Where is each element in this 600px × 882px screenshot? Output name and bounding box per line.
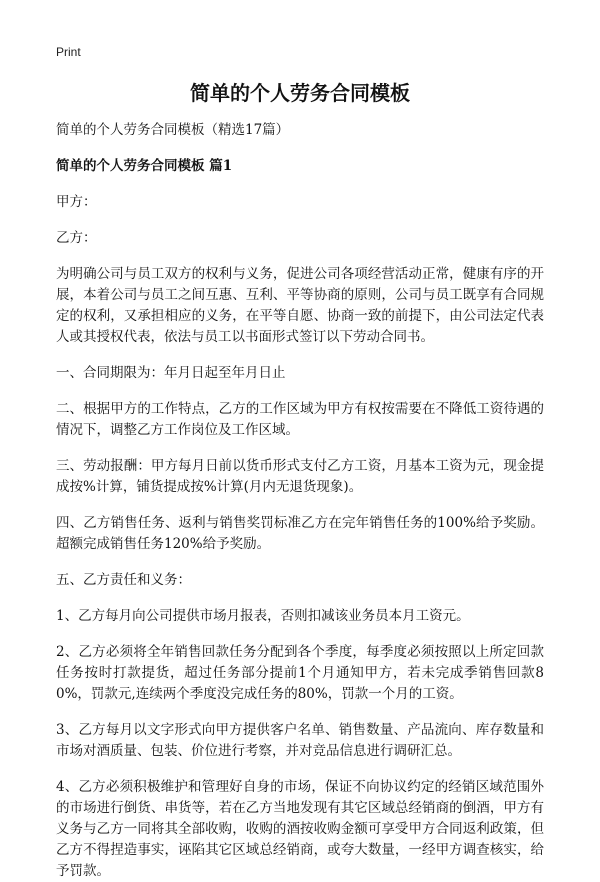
clause-sales-targets: 四、乙方销售任务、返利与销售奖罚标准乙方在完年销售任务的100%给予奖励。超额完成销售任务120%给予奖励。 bbox=[56, 515, 544, 552]
responsibility-item-1: 1、乙方每月向公司提供市场月报表，否则扣减该业务员本月工资元。 bbox=[56, 608, 470, 624]
party-a-line: 甲方： bbox=[56, 194, 97, 210]
responsibility-item-2: 2、乙方必须将全年销售回款任务分配到各个季度，每季度必须按照以上所定回款任务按时打款提货，超过任务部分提前1个月通知甲方，若未完成季销售回款80%，罚款元,连续两个季度没完成任务的80%，罚款一个月的工资。 bbox=[56, 644, 544, 702]
clause-contract-term: 一、合同期限为：年月日起至年月日止 bbox=[56, 365, 286, 381]
preamble-paragraph: 为明确公司与员工双方的权利与义务，促进公司各项经营活动正常，健康有序的开展，本着公司与员工之间互惠、互利、平等协商的原则，公司与员工既享有合同规定的权利，又承担相应的义务，在平等自愿、协商一致的前提下，由公司法定代表人或其授权代表，依法与员工以书面形式签订以下劳动合同书。 bbox=[56, 266, 544, 345]
responsibility-item-3: 3、乙方每月以文字形式向甲方提供客户名单、销售数量、产品流向、库存数量和市场对酒质量、包装、价位进行考察，并对竞品信息进行调研汇总。 bbox=[56, 722, 544, 759]
clause-remuneration: 三、劳动报酬：甲方每月日前以货币形式支付乙方工资，月基本工资为元，现金提成按%计算，铺货提成按%计算(月内无退货现象)。 bbox=[56, 458, 544, 495]
print-link[interactable]: Print bbox=[56, 45, 81, 59]
clause-responsibilities-heading: 五、乙方责任和义务： bbox=[56, 572, 191, 588]
party-b-line: 乙方： bbox=[56, 230, 97, 246]
document-title: 简单的个人劳务合同模板 bbox=[190, 81, 410, 105]
responsibility-item-4: 4、乙方必须积极维护和管理好自身的市场，保证不向协议约定的经销区域范围外的市场进行倒货、串货等，若在乙方当地发现有其它区域总经销商的倒酒，甲方有义务与乙方一同将其全部收购，收购的酒按收购金额可享受甲方合同返利政策，但乙方不得捏造事实，诬陷其它区域总经销商，或夸大数量，一经甲方调查核实，给予罚款。 bbox=[56, 779, 544, 879]
clause-work-area: 二、根据甲方的工作特点，乙方的工作区域为甲方有权按需要在不降低工资待遇的情况下，调整乙方工作岗位及工作区域。 bbox=[56, 401, 544, 438]
section-heading: 简单的个人劳务合同模板 篇1 bbox=[56, 158, 233, 174]
document-subtitle: 简单的个人劳务合同模板（精选17篇） bbox=[56, 122, 290, 138]
